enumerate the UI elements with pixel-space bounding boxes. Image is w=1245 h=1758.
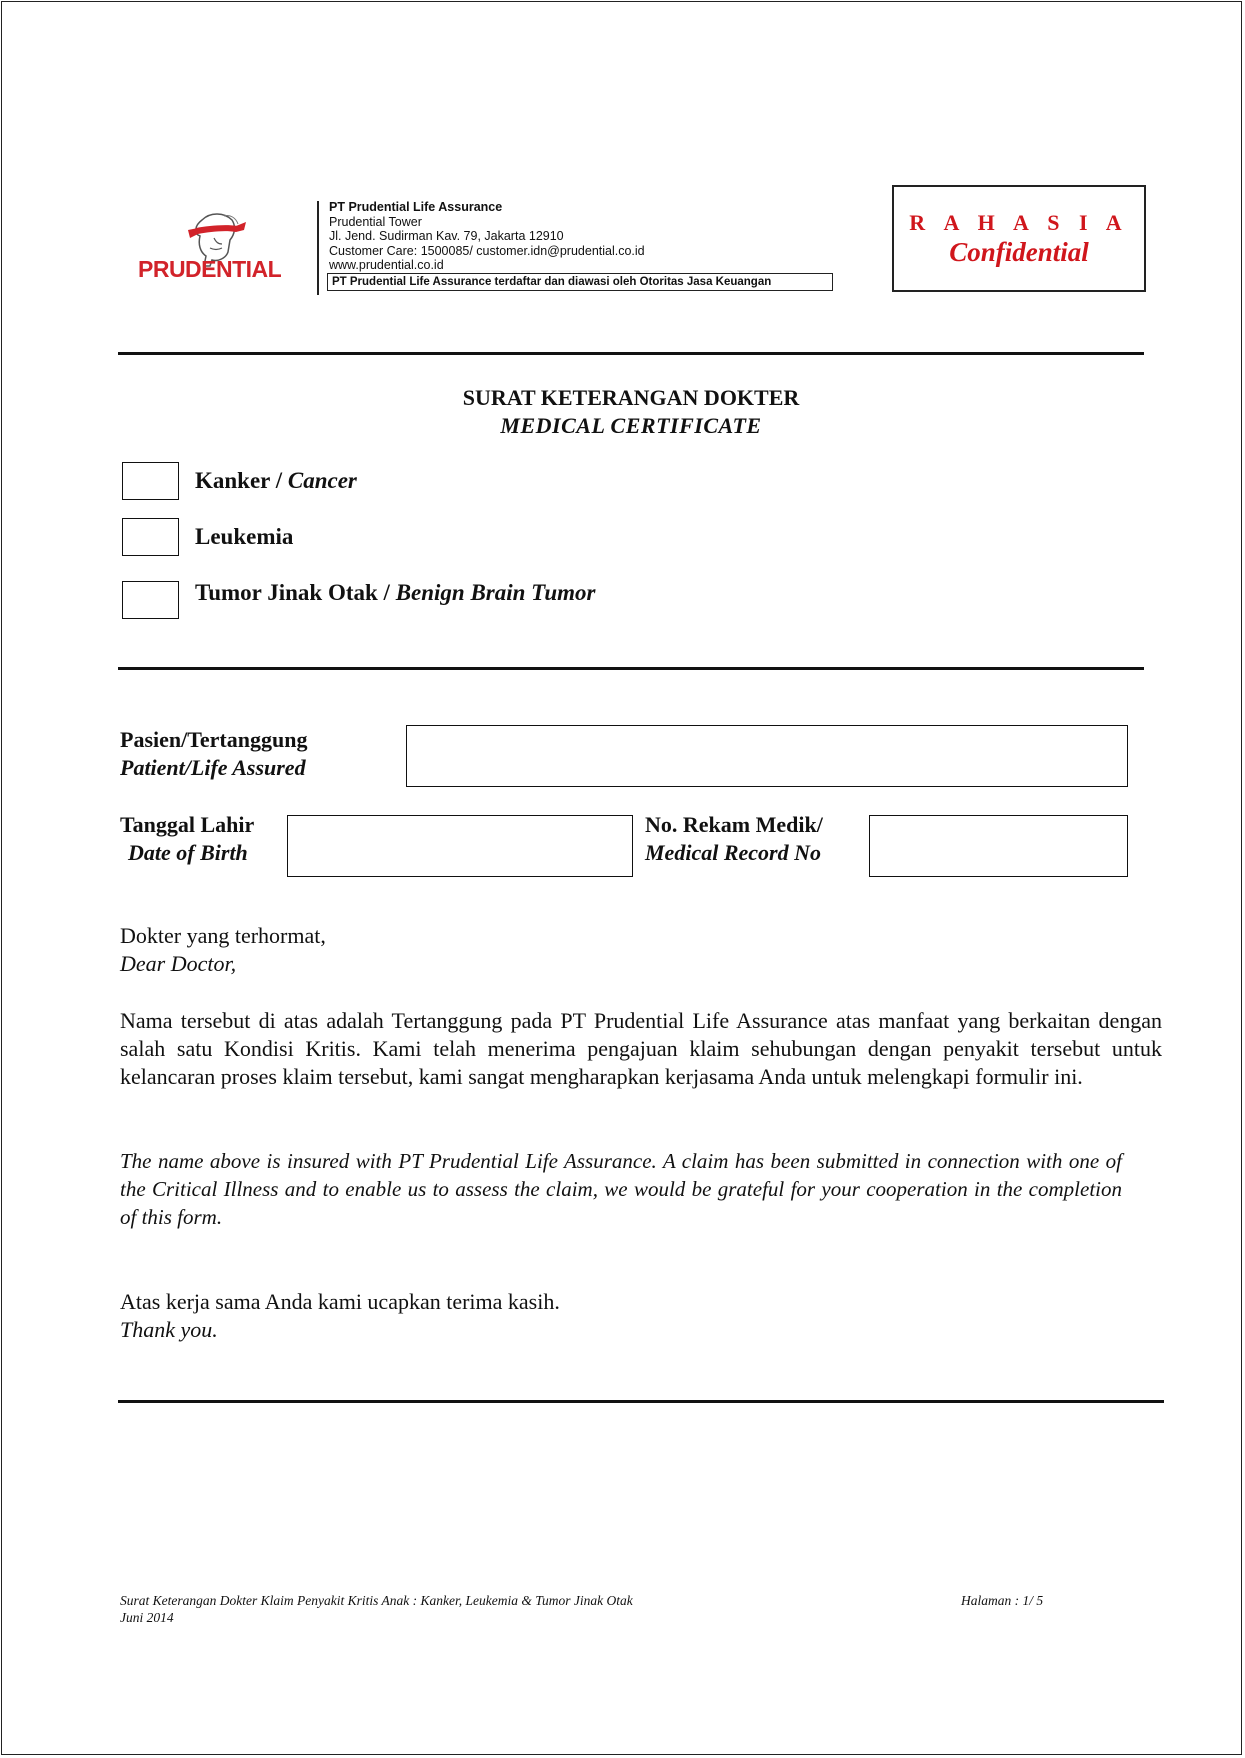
company-name: PT Prudential Life Assurance [329,200,503,214]
medical-record-input[interactable] [869,815,1128,877]
address-line: Customer Care: 1500085/ customer.idn@prudential.co.id [329,243,645,258]
checkbox-benign-brain-tumor[interactable] [122,581,179,619]
address-line: www.prudential.co.id [329,258,444,272]
condition-label-cancer: Kanker / Cancer [195,468,357,493]
date-of-birth-input[interactable] [287,815,633,877]
footer-rule [118,1400,1164,1403]
footer-doc-info [120,1592,633,1626]
company-address [329,200,645,273]
footer-page-number: Halaman : 1/ 5 [961,1593,1044,1608]
registration-note: PT Prudential Life Assurance terdaftar dan diawasi oleh Otoritas Jasa Keuangan [327,273,833,291]
document-title-en: MEDICAL CERTIFICATE [500,413,762,438]
dob-label: Tanggal Lahir Date of Birth [120,812,255,865]
header-rule [118,352,1144,355]
letter-body-en: The name above is insured with PT Prudential Life Assurance. A claim has been submitted in connection with one of the Critical Illness and to enable us to assess the claim, we would be grateful for your cooperation in the completion of this form. [120,1149,1122,1229]
footer-date: Juni 2014 [120,1610,174,1625]
condition-label-brain-tumor: Tumor Jinak Otak / Benign Brain Tumor [195,580,596,605]
patient-name-input[interactable] [406,725,1128,787]
letter-body-id: Nama tersebut di atas adalah Tertanggung pada PT Prudential Life Assurance atas manfaat yang berkaitan dengan salah satu Kondisi Kritis. Kami telah menerima pengajuan klaim sehubungan dengan penyakit tersebut untuk kelancaran proses klaim tersebut, kami sangat mengharapkan kerjasama Anda untuk melengkapi formulir ini. [120,1008,1162,1089]
checkbox-leukemia[interactable] [122,518,179,556]
address-line: Jl. Jend. Sudirman Kav. 79, Jakarta 12910 [329,229,564,243]
header-divider [317,201,319,295]
checkbox-cancer[interactable] [122,462,179,500]
confidential-label-id: R A H A S I A [909,210,1129,235]
thanks: Atas kerja sama Anda kami ucapkan terima kasih. Thank you. [120,1289,560,1342]
prudential-logo-text: PRUDENTIAL [138,256,282,282]
medical-record-label: No. Rekam Medik/ Medical Record No [645,812,823,865]
section-rule [118,667,1144,670]
address-line: Prudential Tower [329,214,422,229]
document-title: SURAT KETERANGAN DOKTER [462,385,800,410]
footer-doc-title: Surat Keterangan Dokter Klaim Penyakit Kritis Anak : Kanker, Leukemia & Tumor Jinak Otak [120,1593,633,1608]
greeting: Dokter yang terhormat, Dear Doctor, [120,923,326,976]
condition-label-leukemia: Leukemia [195,524,294,549]
confidential-box [892,185,1146,292]
patient-label: Pasien/Tertanggung Patient/Life Assured [120,727,308,780]
confidential-label-en: Confidential [949,237,1089,267]
